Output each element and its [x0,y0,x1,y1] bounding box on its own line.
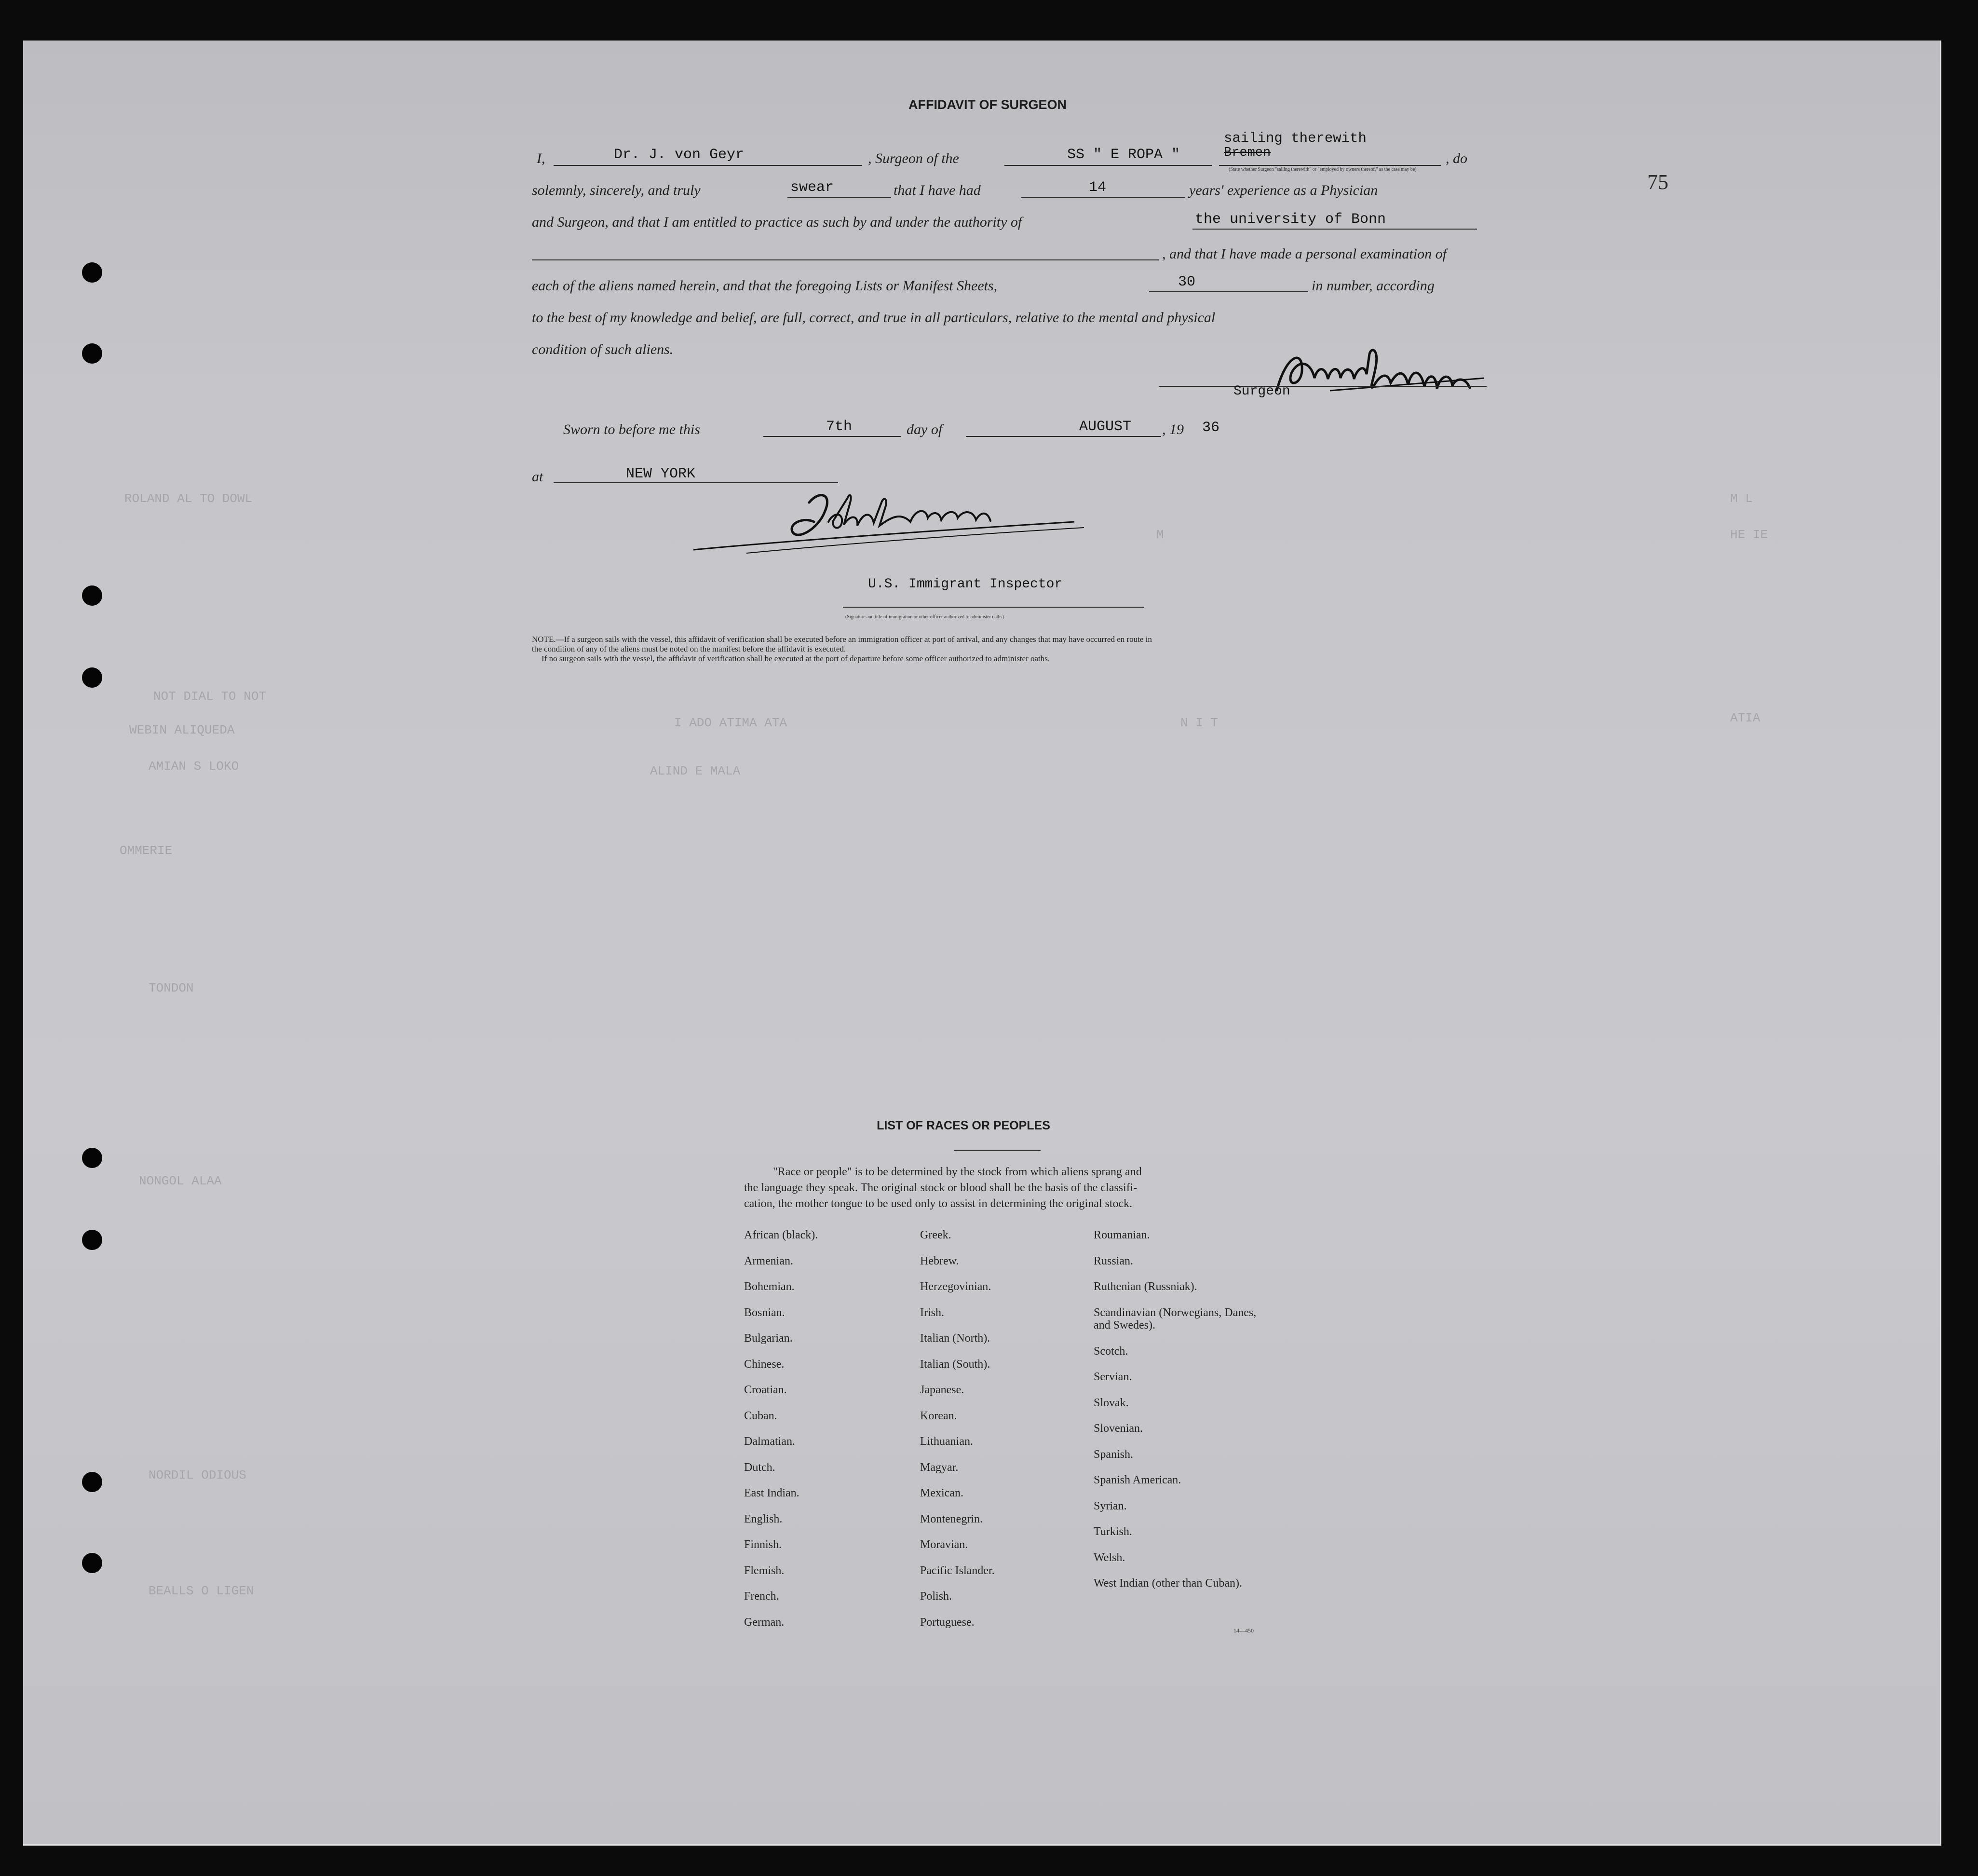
surgeon-signature-line [1159,381,1487,387]
binder-hole [82,262,102,283]
race-entry: Armenian. [744,1254,793,1267]
inspector-signature [689,488,1137,560]
race-entry: Bohemian. [744,1280,795,1293]
race-entry: Spanish. [1094,1448,1134,1461]
race-entry: Syrian. [1094,1499,1127,1512]
race-entry: Portuguese. [920,1616,975,1629]
text-surgeon-of: , Surgeon of the [868,150,959,166]
race-entry: Roumanian. [1094,1229,1150,1241]
sworn-day-field: 7th [763,418,901,437]
text-best-of-knowledge: to the best of my knowledge and belief, are full, correct, and true in all particulars, relative to the mental and physical [532,310,1216,326]
text-i: I, [537,150,545,166]
race-entry: Flemish. [744,1564,785,1577]
text-day-of: day of [907,421,943,437]
race-entry: Finnish. [744,1538,782,1551]
authority-field: the university of Bonn [1192,210,1477,230]
race-entry: East Indian. [744,1487,799,1499]
authority-continued-field [532,243,1159,260]
race-entry: German. [744,1616,785,1629]
race-entry: West Indian (other than Cuban). [1094,1577,1242,1590]
race-entry: Pacific Islander. [920,1564,995,1577]
race-entry: Scandinavian (Norwegians, Danes, and Swedes). [1094,1306,1257,1332]
text-condition: condition of such aliens. [532,341,674,357]
race-entry: Polish. [920,1590,952,1603]
race-entry: Croatian. [744,1384,787,1396]
race-entry: Scotch. [1094,1345,1128,1358]
race-entry: Spanish American. [1094,1474,1181,1486]
note-line: NOTE.—If a surgeon sails with the vessel, this affidavit of verification shall be executed before an immigration officer at port of arrival, and any changes that may have occurred en route in [532,635,1152,644]
sworn-month-field: AUGUST [966,418,1161,437]
race-entry: Cuban. [744,1409,777,1422]
race-entry: Magyar. [920,1461,959,1474]
race-entry: Chinese. [744,1358,785,1371]
inspector-hint: (Signature and title of immigration or other officer authorized to administer oaths) [845,614,1004,620]
race-entry: Bosnian. [744,1306,785,1319]
years-field: 14 [1021,178,1185,198]
binder-hole [82,585,102,606]
race-entry: Herzegovinian. [920,1280,991,1293]
sailing-status-field: sailing therewith Bremen [1219,150,1441,166]
sailing-hint: (State whether Surgeon "sailing therewith" or "employed by owners thereof," as the case may be) [1229,167,1417,172]
note-line: the condition of any of the aliens must be noted on the manifest before the affidavit is executed. [532,644,846,653]
text-sworn: Sworn to before me this [563,421,700,437]
sworn-year: 36 [1202,420,1220,436]
inspector-caption: U.S. Immigrant Inspector [868,577,1063,592]
surgeon-signature [1258,344,1508,402]
race-entry: Welsh. [1094,1551,1125,1564]
sworn-place-field: NEW YORK [554,465,838,483]
binder-hole [82,667,102,688]
text-at: at [532,469,543,485]
race-entry: Russian. [1094,1254,1134,1267]
page-number: 75 [1647,170,1668,194]
race-entry: Japanese. [920,1384,964,1396]
text-solemnly: solemnly, sincerely, and truly [532,182,701,198]
races-intro-line: the language they speak. The original stock or blood shall be the basis of the classifi- [744,1182,1138,1194]
text-in-number: in number, according [1312,278,1435,294]
race-entry: Italian (North). [920,1332,990,1345]
race-entry: Dutch. [744,1461,775,1474]
race-entry: Slovenian. [1094,1422,1143,1435]
text-that-i-have-had: that I have had [894,182,981,198]
race-entry: Hebrew. [920,1254,959,1267]
affidavit-title: AFFIDAVIT OF SURGEON [908,97,1067,112]
race-entry: Italian (South). [920,1358,990,1371]
race-entry: French. [744,1590,779,1603]
race-entry: Montenegrin. [920,1512,983,1525]
text-each-of-aliens: each of the aliens named herein, and that the foregoing Lists or Manifest Sheets, [532,278,998,294]
binder-hole [82,1148,102,1168]
race-entry: English. [744,1512,783,1525]
race-entry: Servian. [1094,1371,1132,1383]
race-entry: Bulgarian. [744,1332,793,1345]
races-title-rule [954,1150,1041,1151]
binder-hole [82,1230,102,1250]
form-number: 14—450 [1233,1627,1254,1634]
races-intro-line: "Race or people" is to be determined by the stock from which aliens sprang and [773,1166,1142,1178]
binder-hole [82,1472,102,1492]
races-intro [744,1164,1279,1212]
binder-hole [82,343,102,364]
race-entry: Moravian. [920,1538,968,1551]
races-intro-line: cation, the mother tongue to be used only to assist in determining the original stock. [744,1197,1133,1210]
surgeon-caption: Surgeon [1233,384,1290,399]
text-years-experience: years' experience as a Physician [1189,182,1378,198]
note [532,635,1477,664]
text-and-surgeon: and Surgeon, and that I am entitled to practice as such by and under the authority of [532,214,1022,230]
race-entry: Slovak. [1094,1396,1129,1409]
note-line: If no surgeon sails with the vessel, the affidavit of verification shall be executed at the port of departure before some officer authorized to administer oaths. [542,654,1050,663]
race-entry: Dalmatian. [744,1435,795,1448]
race-entry: Lithuanian. [920,1435,973,1448]
races-title: LIST OF RACES OR PEOPLES [877,1119,1050,1132]
text-personal-exam: , and that I have made a personal examination of [1162,246,1447,262]
race-entry: Greek. [920,1229,951,1241]
race-entry: African (black). [744,1229,818,1241]
manifest-page: ROLAND AL TO DOWL NOT DIAL TO NOT WEBIN ALIQUEDA AMIAN S LOKO OMMERIE TONDON NONGOL ALAA NORDIL ODIOUS BEALLS O LIGEN M L HE IE ATIA M N I T I ADO ATIMA ATA ALIND E MALA 75 AFFIDAVIT OF SURGEON I, Dr. J. von Geyr , Surgeon of the SS " E ROPA " sailing therewith Bremen (State whether Surgeon "sailing therewith" or "employed by owners thereof," as the case may be) , do solemnly, sincerely, and truly swear that I have had 14 years' experience as a Physician and Surgeon, and that I am entitled to practice as such by and under the authority of the university of Bonn , and that I have made a personal examination of each of the aliens named herein, and that the foregoing Lists or Manifest Sheets, 30 in number, according to the best of my knowledge and belief, are full, correct, and true in all particulars, relative to the mental and physical condition of such aliens. Surgeon Sworn to before me this 7th day of AUGUST , 19 36 at NEW YORK U.S. Immigrant Inspector (Signature and title of immigration or other officer authorized to administer oaths) NOTE.—If a surgeon sails with the vessel, this affidavit of verification shall be executed before an immigration officer at port of arrival, and any changes that may have occurred en route in the condition of any of the aliens must be noted on the manifest before the affidavit is executed. If no surgeon sails with the vessel, the affidavit of verification shall be executed at the port of departure before some officer authorized to administer oaths. LIST OF RACES OR PEOPLES "Race or people" is to be determined by the stock from which aliens sprang and the language they speak. The original stock or blood shall be the basis of the classifi- cation, the mother tongue to be used only to assist in determining the original stock. African (black). Armenian. Bohemian. Bosnian. Bulgarian. Chinese. Croatian. Cuban. Dalmatian. Dutch. East Indian. English. Finnish. Flemish. French. German. Greek. Hebrew. Herzegovinian. Irish. Italian (North). Italian (South). Japanese. Korean. Lithuanian. Magyar. Mexican. Montenegrin. Moravian. Pacific Islander. Polish. Portuguese. Roumanian. Russian. Ruthenian (Russniak). Scandinavian (Norwegians, Danes, and Swedes). Scotch. Servian. Slovak. Slovenian. Spanish. Spanish American. Syrian. Turkish. Welsh. West Indian (other than Cuban). 14—450 [23,41,1941,1846]
text-century: , 19 [1162,421,1184,437]
race-entry: Ruthenian (Russniak). [1094,1280,1197,1293]
race-entry: Turkish. [1094,1525,1132,1538]
sheets-count-field: 30 [1149,273,1308,292]
binder-hole [82,1553,102,1573]
race-entry: Irish. [920,1306,944,1319]
oath-field: swear [787,178,891,198]
race-entry: Mexican. [920,1487,963,1499]
ship-field: SS " E ROPA " [1004,146,1212,166]
race-entry: Korean. [920,1409,957,1422]
surgeon-name-field: Dr. J. von Geyr [554,146,862,166]
text-do: , do [1446,150,1467,166]
inspector-signature-line [843,590,1144,608]
